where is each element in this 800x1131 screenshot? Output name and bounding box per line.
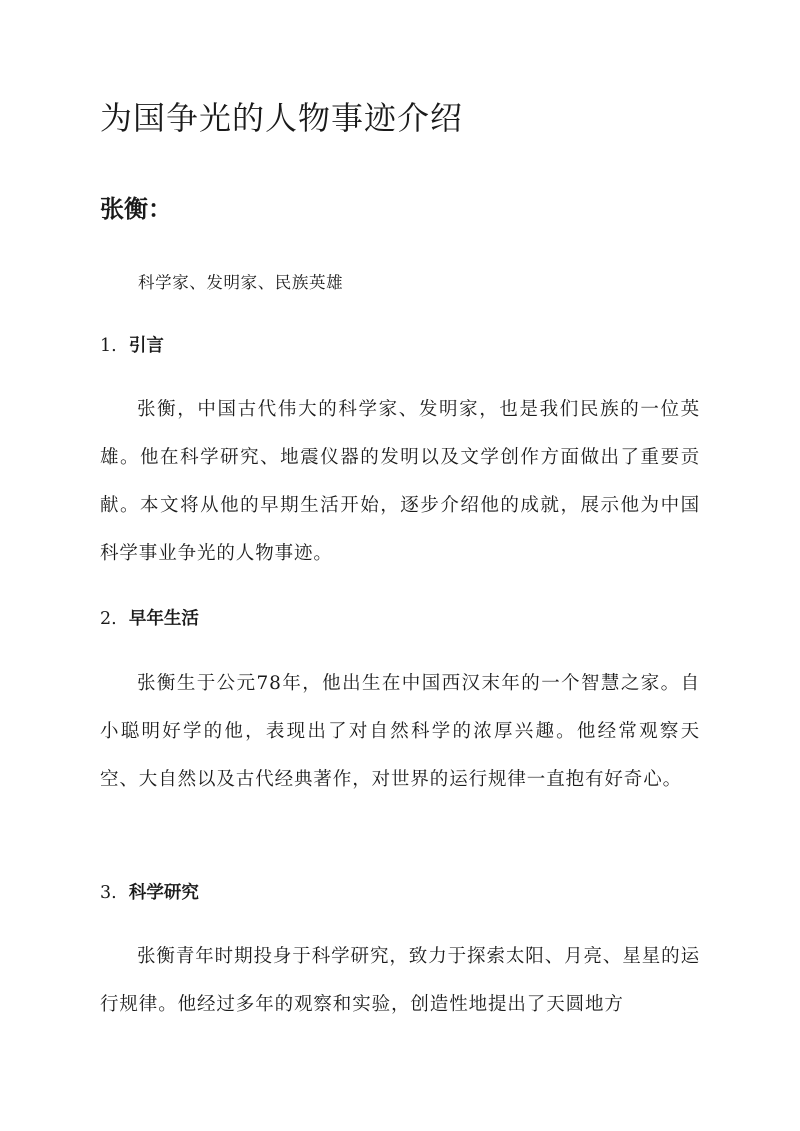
section-number: 2.: [100, 609, 117, 629]
section-heading-intro: [100, 331, 164, 361]
document-title: 为国争光的人物事迹介绍: [100, 99, 464, 137]
section-number: 1.: [100, 336, 117, 356]
person-name: 张衡：: [100, 194, 172, 223]
section-paragraph-intro: 张衡，中国古代伟大的科学家、发明家，也是我们民族的一位英雄。他在科学研究、地震仪器的发明以及文学创作方面做出了重要贡献。本文将从他的早期生活开始，逐步介绍他的成就，展示他为中国科学事业争光的人物事迹。: [100, 399, 700, 564]
section-title: 科学研究: [128, 883, 199, 903]
section-heading-early-life: [100, 604, 199, 634]
section-title: 早年生活: [128, 609, 199, 629]
section-number: 3.: [100, 883, 117, 903]
section-title: 引言: [128, 336, 164, 356]
section-heading-research: [100, 878, 199, 908]
section-paragraph-research: 张衡青年时期投身于科学研究，致力于探索太阳、月亮、星星的运行规律。他经过多年的观察和实验，创造性地提出了天圆地方: [100, 946, 700, 1015]
person-subtitle: 科学家、发明家、民族英雄: [138, 273, 344, 292]
section-paragraph-early-life: 张衡生于公元78年，他出生在中国西汉末年的一个智慧之家。自小聪明好学的他，表现出了对自然科学的浓厚兴趣。他经常观察天空、大自然以及古代经典著作，对世界的运行规律一直抱有好奇心。: [100, 673, 700, 790]
